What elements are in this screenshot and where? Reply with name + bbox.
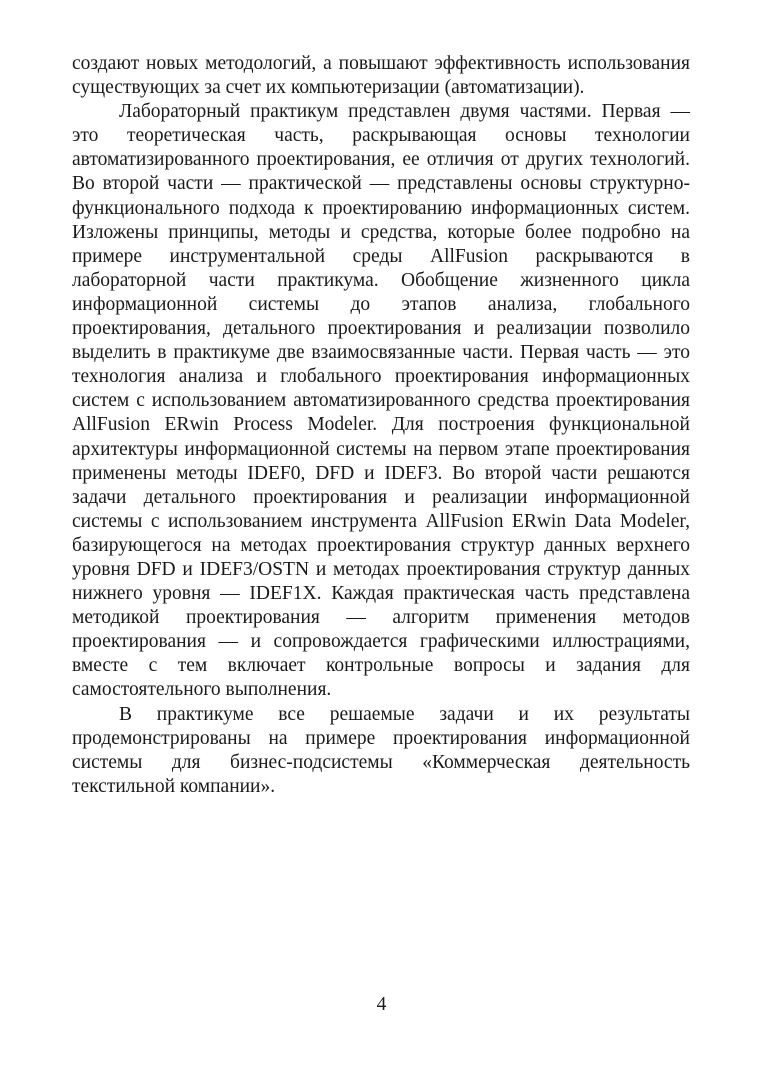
paragraph-continuation: создают новых методологий, а повышают эффективность использования существующих за счет их компьютеризации (автоматизации). — [72, 53, 690, 99]
paragraph-lab-practicum-overview: Лабораторный практикум представлен двумя частями. Первая — это теоретическая часть, раскрывающая основы технологии автоматизированного проектирования, ее отличия от других технологий. Во второй части — практической — представлены основы структурно-функционального подхода к проектированию информационных систем. Изложены принципы, методы и средства, которые более подробно на примере инструментальной среды AllFusion раскрываются в лабораторной части практикума. Обобщение жизненного цикла информационной системы до этапов анализа, глобального проектирования, детального проектирования и реализации позволило выделить в практикуме две взаимосвязанные части. Первая часть — это технология анализа и глобального проектирования информационных систем с использованием автоматизированного средства проектирования AllFusion ERwin Process Modeler. Для построения функциональной архитектуры информационной системы на первом этапе проектирования применены методы IDEF0, DFD и IDEF3. Во второй части решаются задачи детального проектирования и реализации информационной системы с использованием инструмента AllFusion ERwin Data Modeler, базирующегося на методах проектирования структур данных верхнего уровня DFD и IDEF3/OSTN и методах проектирования структур данных нижнего уровня — IDEF1X. Каждая практическая часть представлена методикой проектирования — алгоритм применения методов проектирования — и сопровождается графическими иллюстрациями, вместе с тем включает контрольные вопросы и задания для самостоятельного выполнения. — [72, 101, 690, 701]
paragraph-example-system: В практикуме все решаемые задачи и их результаты продемонстрированы на примере проектирования информационной системы для бизнес-подсистемы «Коммерческая деятельность текстильной компании». — [72, 703, 690, 797]
body-text — [72, 52, 690, 799]
page-number: 4 — [376, 994, 387, 1015]
